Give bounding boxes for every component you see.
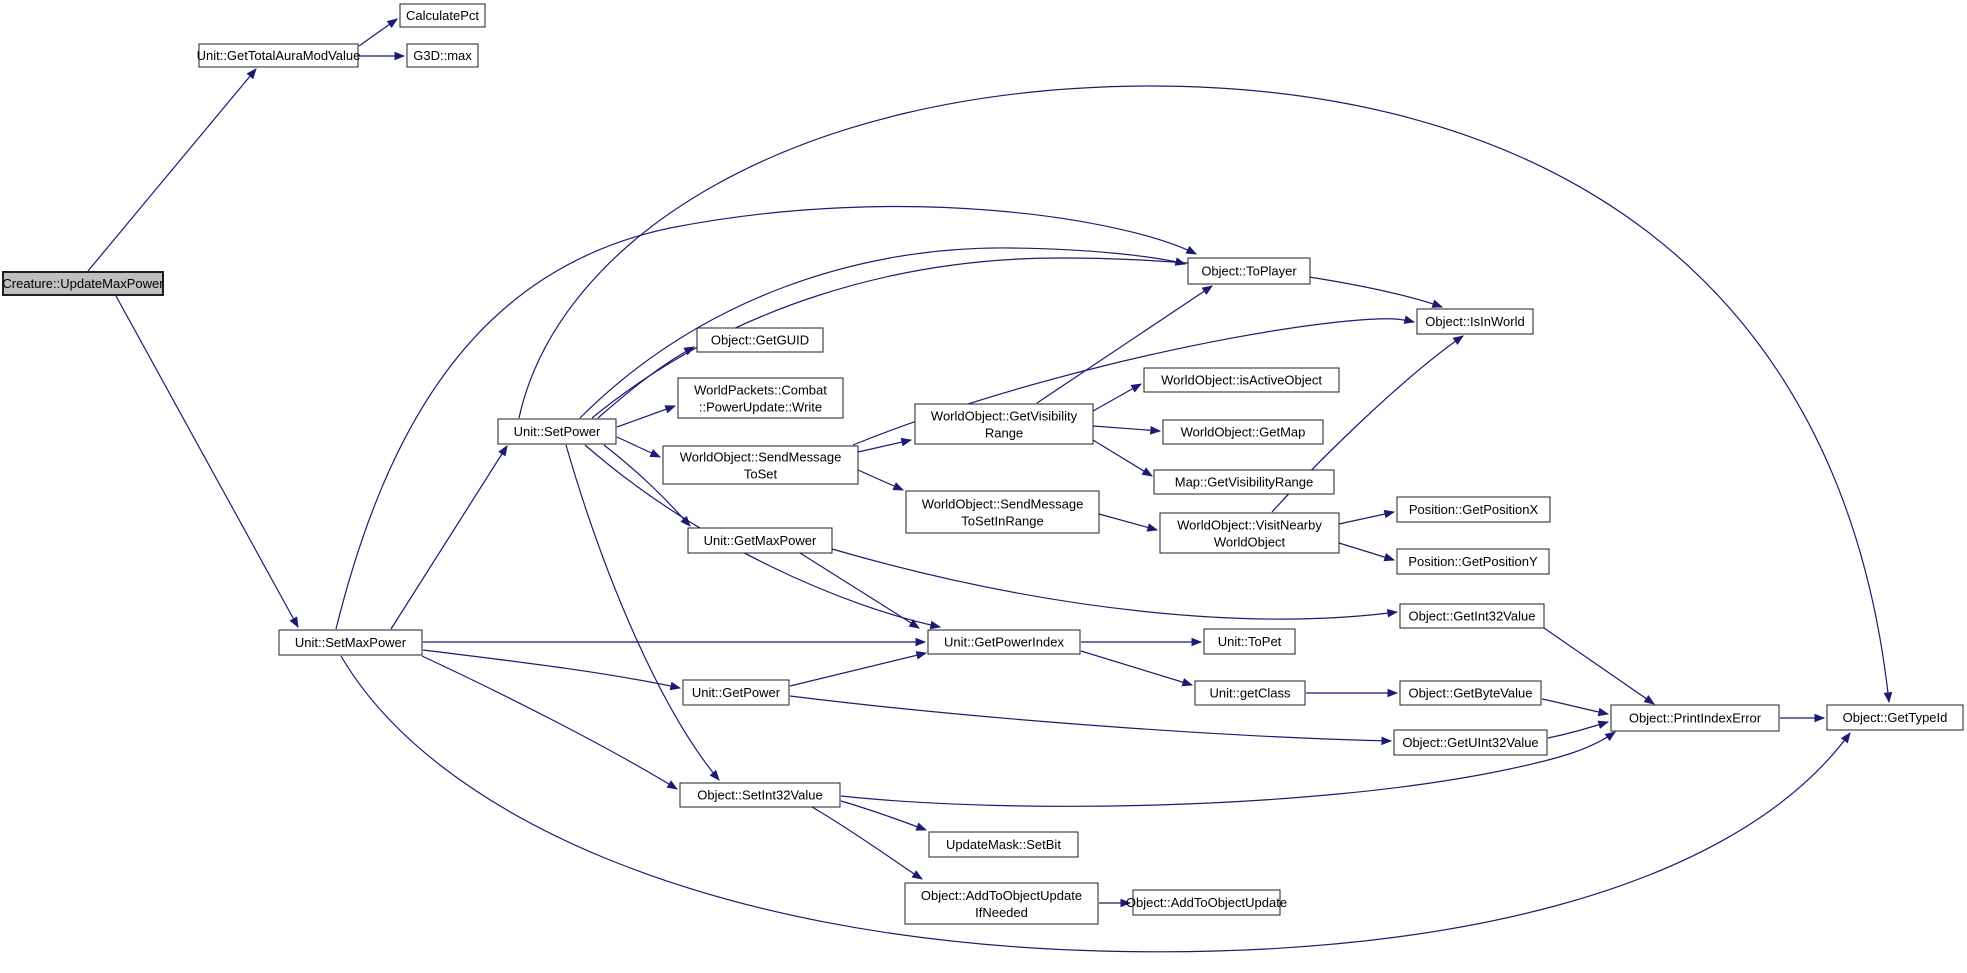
- edge-object-getbytevalue--object-printindexerror: [1542, 699, 1608, 714]
- node-unit-setpower[interactable]: [498, 419, 616, 444]
- node-unit-getclass[interactable]: [1195, 681, 1305, 705]
- node-label-object-addtoobjectupdateifneeded-line1: Object::AddToObjectUpdate: [920, 888, 1083, 903]
- node-worldobject-isactiveobject[interactable]: [1144, 368, 1339, 392]
- edge-unit-gettotalauramodvalue--calculatepct: [359, 19, 397, 46]
- node-label-unit-getpowerindex: Unit::GetPowerIndex: [944, 634, 1064, 650]
- node-worldobject-sendmessagetosetinrange[interactable]: [906, 491, 1099, 533]
- node-object-addtoobjectupdateifneeded[interactable]: [905, 883, 1098, 924]
- node-label-map-getvisibilityrange: Map::GetVisibilityRange: [1174, 474, 1314, 490]
- edge-unit-getmaxpower--object-getint32value: [832, 549, 1397, 619]
- node-label-worldobject-sendmessagetosetinrange-line2: ToSetInRange: [961, 513, 1044, 529]
- node-label-unit-setpower: Unit::SetPower: [513, 424, 601, 439]
- node-unit-gettotalauramodvalue[interactable]: [197, 44, 361, 67]
- node-label-object-isinworld: Object::IsInWorld: [1425, 314, 1525, 329]
- node-position-getpositiony[interactable]: [1397, 549, 1549, 574]
- node-worldobject-visitnearbyworldobject[interactable]: [1160, 513, 1339, 553]
- node-worldpackets-combat-powerupdate-write[interactable]: [678, 378, 843, 418]
- edge-unit-getmaxpower--unit-getpowerindex: [800, 553, 919, 628]
- node-label-object-getint32value: Object::GetInt32Value: [1408, 608, 1536, 624]
- node-label-unit-getmaxpower: Unit::GetMaxPower: [703, 533, 817, 548]
- edge-unit-setpower--object-setint32value: [566, 445, 719, 780]
- edge-unit-setmaxpower--unit-getpower: [423, 650, 680, 688]
- node-unit-setmaxpower[interactable]: [279, 630, 422, 655]
- edge-unit-setpower--object-toplayer: [580, 248, 1185, 418]
- nodes-layer: [2, 4, 1963, 924]
- node-unit-getmaxpower[interactable]: [688, 528, 832, 553]
- edge-unit-setmaxpower--unit-setpower: [391, 446, 507, 629]
- node-label-position-getpositiony: Position::GetPositionY: [1408, 554, 1538, 569]
- node-worldobject-getmap[interactable]: [1163, 420, 1323, 444]
- node-label-object-addtoobjectupdate: Object::AddToObjectUpdate: [1125, 895, 1288, 910]
- node-label-object-getguid: Object::GetGUID: [710, 332, 810, 348]
- edge-object-setint32value--updatemask-setbit: [841, 801, 926, 830]
- node-object-toplayer[interactable]: [1188, 258, 1310, 284]
- edge-worldobject-getvisibilityrange--worldobject-getmap: [1093, 426, 1160, 431]
- node-label-object-getbytevalue: Object::GetByteValue: [1408, 685, 1533, 701]
- node-worldobject-sendmessagetoset[interactable]: [663, 446, 858, 484]
- node-label-worldobject-visitnearbyworldobject-line2: WorldObject: [1213, 534, 1286, 550]
- node-calculatepct[interactable]: [400, 4, 485, 27]
- edge-object-getuint32value--object-printindexerror: [1548, 722, 1608, 738]
- edge-unit-getpower--unit-getpowerindex: [790, 653, 926, 686]
- node-object-gettypeid[interactable]: [1827, 705, 1963, 730]
- edge-worldobject-getvisibilityrange--worldobject-isactiveobject: [1093, 384, 1141, 411]
- edge-unit-setpower--worldpackets-combat-powerupdate-write: [617, 406, 675, 427]
- edge-object-setint32value--object-addtoobjectupdateifneeded: [812, 807, 922, 879]
- node-unit-topet[interactable]: [1204, 629, 1295, 654]
- node-label-worldpackets-combat-powerupdate-write-line1: WorldPackets::Combat: [694, 382, 827, 398]
- node-label-object-addtoobjectupdateifneeded-line2: IfNeeded: [975, 905, 1028, 920]
- node-label-object-setint32value: Object::SetInt32Value: [697, 787, 823, 803]
- edge-unit-getpowerindex--unit-getclass: [1081, 651, 1192, 685]
- node-label-worldobject-isactiveobject: WorldObject::isActiveObject: [1161, 372, 1322, 388]
- edge-creature-updatemaxpower--unit-gettotalauramodvalue: [88, 69, 256, 271]
- node-object-addtoobjectupdate[interactable]: [1126, 890, 1287, 915]
- node-object-printindexerror[interactable]: [1611, 705, 1779, 731]
- edge-object-getint32value--object-printindexerror: [1544, 628, 1654, 704]
- edge-worldobject-sendmessagetosetinrange--worldobject-visitnearbyworldobject: [1099, 514, 1157, 530]
- node-label-worldobject-sendmessagetosetinrange-line1: WorldObject::SendMessage: [921, 496, 1084, 512]
- node-label-unit-getpower: Unit::GetPower: [691, 685, 781, 700]
- node-label-worldobject-getmap: WorldObject::GetMap: [1180, 424, 1306, 440]
- node-label-updatemask-setbit: UpdateMask::SetBit: [946, 837, 1061, 852]
- node-object-isinworld[interactable]: [1417, 309, 1533, 334]
- node-label-object-printindexerror: Object::PrintIndexError: [1628, 710, 1762, 726]
- node-map-getvisibilityrange[interactable]: [1154, 470, 1334, 494]
- edge-worldobject-sendmessagetoset--worldobject-getvisibilityrange: [858, 440, 911, 452]
- node-label-worldobject-sendmessagetoset-line1: WorldObject::SendMessage: [679, 449, 842, 465]
- edge-worldobject-sendmessagetoset--worldobject-sendmessagetosetinrange: [858, 470, 903, 490]
- node-object-getuint32value[interactable]: [1394, 730, 1547, 755]
- edge-worldobject-getvisibilityrange--map-getvisibilityrange: [1093, 440, 1152, 476]
- node-unit-getpower[interactable]: [683, 680, 789, 705]
- node-object-getguid[interactable]: [697, 328, 823, 352]
- node-label-unit-topet: Unit::ToPet: [1217, 634, 1282, 649]
- node-label-position-getpositionx: Position::GetPositionX: [1408, 502, 1539, 517]
- node-label-object-gettypeid: Object::GetTypeId: [1842, 710, 1948, 725]
- node-label-object-getuint32value: Object::GetUInt32Value: [1402, 735, 1539, 750]
- node-label-worldpackets-combat-powerupdate-write-line2: ::PowerUpdate::Write: [698, 399, 823, 415]
- node-label-unit-setmaxpower: Unit::SetMaxPower: [294, 635, 407, 650]
- node-label-unit-gettotalauramodvalue: Unit::GetTotalAuraModValue: [196, 48, 361, 63]
- node-unit-getpowerindex[interactable]: [928, 630, 1080, 654]
- edge-worldobject-visitnearbyworldobject--position-getpositionx: [1339, 512, 1394, 524]
- edges-layer: [88, 19, 1889, 952]
- edge-unit-setmaxpower--object-setint32value: [422, 656, 677, 789]
- node-label-worldobject-getvisibilityrange-line2: Range: [984, 425, 1024, 441]
- node-label-unit-getclass: Unit::getClass: [1209, 685, 1291, 701]
- node-object-setint32value[interactable]: [680, 783, 840, 807]
- node-label-calculatepct: CalculatePct: [406, 8, 479, 23]
- node-g3d-max[interactable]: [407, 44, 478, 67]
- node-label-worldobject-sendmessagetoset-line2: ToSet: [743, 466, 778, 482]
- node-object-getbytevalue[interactable]: [1400, 681, 1541, 705]
- node-updatemask-setbit[interactable]: [929, 832, 1078, 857]
- node-worldobject-getvisibilityrange[interactable]: [915, 404, 1093, 444]
- edge-unit-setpower--worldobject-sendmessagetoset: [617, 437, 660, 457]
- node-label-worldobject-visitnearbyworldobject-line1: WorldObject::VisitNearby: [1177, 517, 1322, 533]
- edge-worldobject-visitnearbyworldobject--position-getpositiony: [1339, 543, 1394, 560]
- node-label-creature-updatemaxpower: Creature::UpdateMaxPower: [2, 276, 164, 291]
- edge-creature-updatemaxpower--unit-setmaxpower: [116, 296, 298, 627]
- node-label-g3d-max: G3D::max: [413, 48, 472, 63]
- node-label-object-toplayer: Object::ToPlayer: [1201, 263, 1297, 279]
- node-object-getint32value[interactable]: [1400, 604, 1544, 628]
- node-creature-updatemaxpower[interactable]: [2, 272, 164, 295]
- node-label-worldobject-getvisibilityrange-line1: WorldObject::GetVisibility: [930, 408, 1078, 424]
- node-position-getpositionx[interactable]: [1397, 497, 1550, 522]
